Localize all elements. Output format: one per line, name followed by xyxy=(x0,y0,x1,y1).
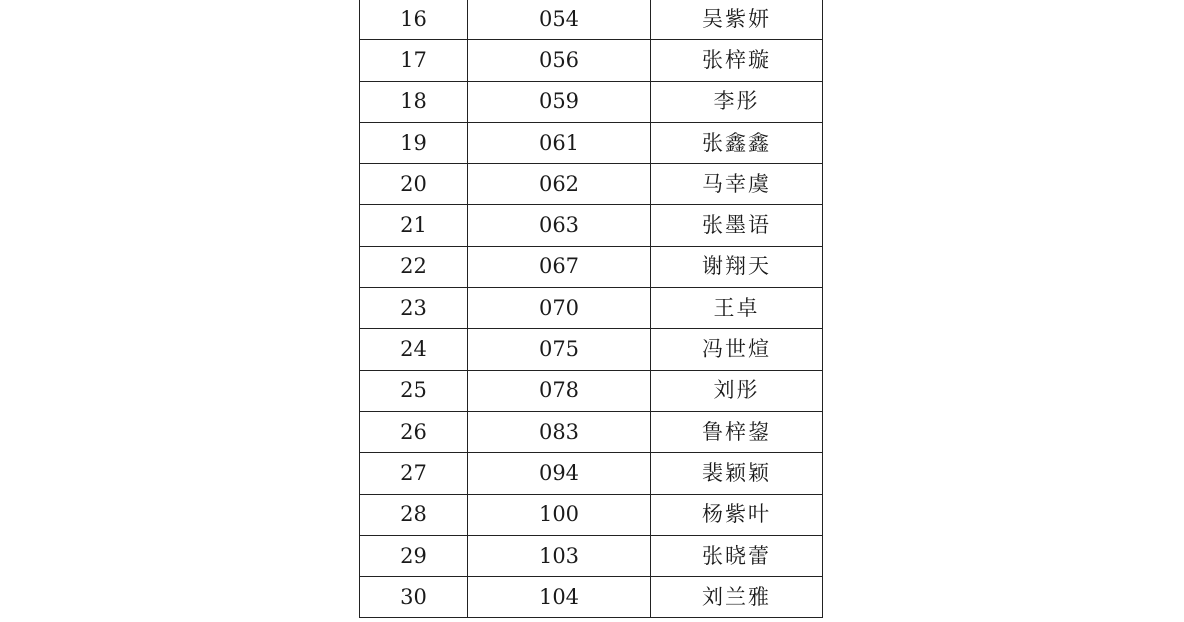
row-index: 27 xyxy=(360,453,468,494)
student-name: 李彤 xyxy=(651,81,823,122)
student-number: 075 xyxy=(468,329,651,370)
table-row xyxy=(360,122,823,163)
student-name: 马幸虞 xyxy=(651,164,823,205)
student-number: 056 xyxy=(468,40,651,81)
student-number: 104 xyxy=(468,577,651,618)
row-index: 24 xyxy=(360,329,468,370)
student-name: 裴颖颖 xyxy=(651,453,823,494)
table-row xyxy=(360,370,823,411)
student-name: 张鑫鑫 xyxy=(651,122,823,163)
student-number: 103 xyxy=(468,535,651,576)
table-row xyxy=(360,453,823,494)
table-row xyxy=(360,288,823,329)
student-number: 067 xyxy=(468,246,651,287)
row-index: 29 xyxy=(360,535,468,576)
roster-table xyxy=(359,0,823,618)
student-name: 冯世煊 xyxy=(651,329,823,370)
row-index: 25 xyxy=(360,370,468,411)
table-row xyxy=(360,329,823,370)
student-name: 刘兰雅 xyxy=(651,577,823,618)
row-index: 19 xyxy=(360,122,468,163)
row-index: 21 xyxy=(360,205,468,246)
table-row xyxy=(360,494,823,535)
table-row xyxy=(360,411,823,452)
row-index: 30 xyxy=(360,577,468,618)
student-number: 059 xyxy=(468,81,651,122)
student-name: 刘彤 xyxy=(651,370,823,411)
row-index: 26 xyxy=(360,411,468,452)
student-name: 杨紫叶 xyxy=(651,494,823,535)
table-row xyxy=(360,81,823,122)
table-row xyxy=(360,577,823,618)
table-row xyxy=(360,205,823,246)
student-name: 吴紫妍 xyxy=(651,0,823,40)
student-number: 078 xyxy=(468,370,651,411)
student-name: 张梓璇 xyxy=(651,40,823,81)
student-name: 谢翔天 xyxy=(651,246,823,287)
student-number: 062 xyxy=(468,164,651,205)
student-name: 鲁梓鋆 xyxy=(651,411,823,452)
table-row xyxy=(360,246,823,287)
table-row xyxy=(360,40,823,81)
student-number: 061 xyxy=(468,122,651,163)
student-name: 张晓蕾 xyxy=(651,535,823,576)
student-number: 070 xyxy=(468,288,651,329)
row-index: 17 xyxy=(360,40,468,81)
student-number: 054 xyxy=(468,0,651,40)
row-index: 18 xyxy=(360,81,468,122)
student-number: 063 xyxy=(468,205,651,246)
student-name: 张墨语 xyxy=(651,205,823,246)
student-number: 100 xyxy=(468,494,651,535)
row-index: 22 xyxy=(360,246,468,287)
row-index: 28 xyxy=(360,494,468,535)
row-index: 16 xyxy=(360,0,468,40)
table-row xyxy=(360,164,823,205)
student-number: 083 xyxy=(468,411,651,452)
student-number: 094 xyxy=(468,453,651,494)
student-name: 王卓 xyxy=(651,288,823,329)
row-index: 23 xyxy=(360,288,468,329)
row-index: 20 xyxy=(360,164,468,205)
table-row xyxy=(360,0,823,40)
table-row xyxy=(360,535,823,576)
